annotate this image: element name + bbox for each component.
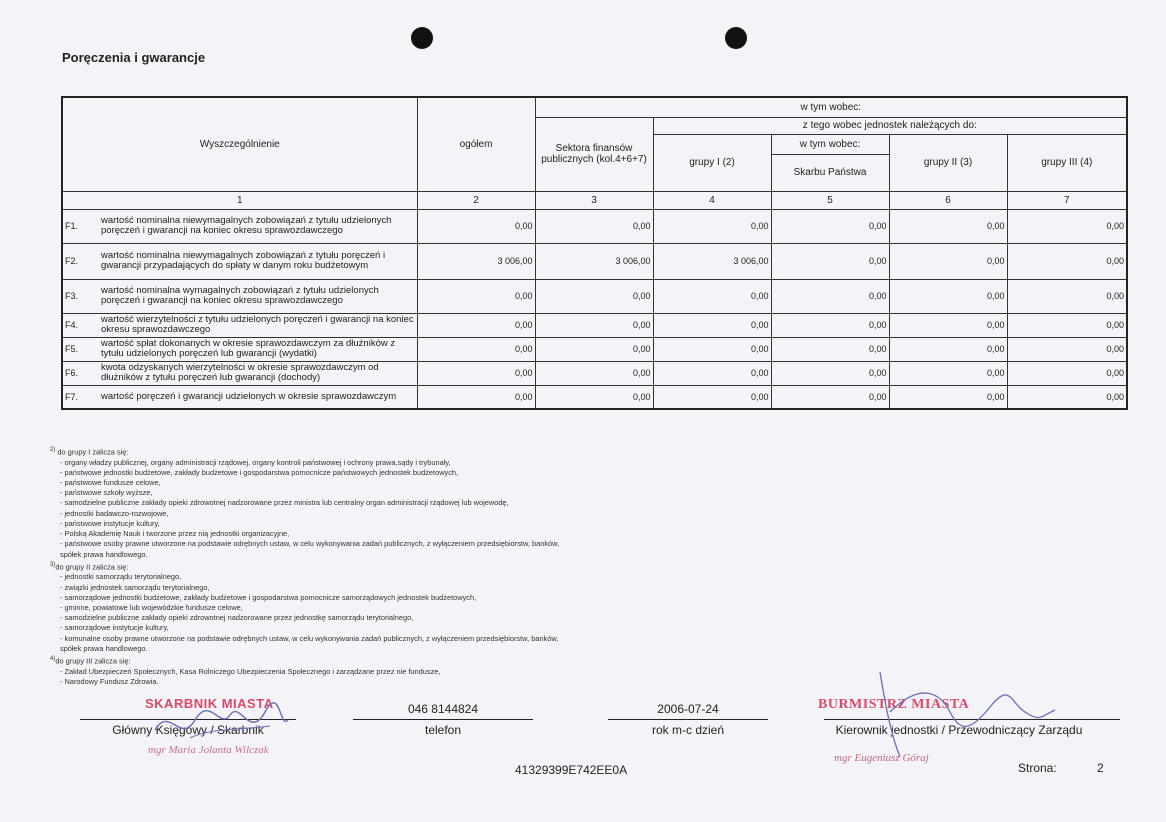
cell-value: 0,00 [653,279,771,313]
signature-mayor-icon [860,662,1060,762]
footnote-line: - jednostki badawczo-rozwojowe, [60,508,169,518]
cell-value: 0,00 [771,279,889,313]
header-state-treasury: Skarbu Państwa [771,154,889,191]
signature-treasurer-icon [150,700,290,748]
cell-value: 0,00 [1007,385,1127,409]
page-label: Strona: [1018,761,1057,775]
cell-value: 0,00 [417,209,535,243]
row-code: F5. [62,337,99,361]
row-code: F4. [62,313,99,337]
cell-value: 0,00 [771,337,889,361]
date-label: rok m-c dzień [651,723,725,737]
footnote-line: - samodzielne publiczne zakłady opieki zdrowotnej nadzorowane przez jednostkę samorządu terytorialnego, [60,613,414,623]
cell-value: 0,00 [417,313,535,337]
cell-value: 3 006,00 [417,243,535,279]
cell-value: 3 006,00 [535,243,653,279]
footnote-line: - państwowe szkoły wyższe, [60,488,153,498]
page-title: Poręczenia i gwarancje [62,50,206,65]
row-description: wartość wierzytelności z tytułu udzielonych poręczeń i gwarancji na koniec okresu sprawozdawczego [99,313,417,337]
footnote-group-2-heading: $^{3)}$do grupy II zalicza się: [50,561,129,572]
footnote-line: - samorządowe instytucje kultury, [60,623,169,633]
label-head: Kierownik jednostki / Przewodniczący Zarządu [835,723,1083,737]
row-code: F1. [62,209,99,243]
signature-line-date [608,719,768,720]
row-description: wartość nominalna wymagalnych zobowiązań z tytułu udzielonych poręczeń i gwarancji na koniec okresu sprawozdawczego [99,279,417,313]
column-number: 2 [417,191,535,209]
cell-value: 0,00 [1007,337,1127,361]
row-description: wartość nominalna niewymagalnych zobowiązań z tytułu udzielonych poręczeń i gwarancji na koniec okresu sprawozdawczego [99,209,417,243]
cell-value: 0,00 [417,337,535,361]
header-in-which: w tym wobec: [535,97,1127,117]
cell-value: 0,00 [417,279,535,313]
row-description: wartość poręczeń i gwarancji udzielonych w okresie sprawozdawczym [99,385,417,409]
cell-value: 0,00 [889,313,1007,337]
footnote-line: - samodzielne publiczne zakłady opieki zdrowotnej nadzorowane przez ministra lub centralny organ administracji rządowej lub wojewodę, [60,498,509,508]
punch-hole-right [725,27,747,49]
stamp-mayor: BURMISTRZ MIASTA [818,697,970,712]
cell-value: 0,00 [535,313,653,337]
table-row [62,313,1127,337]
header-group-1: grupy I (2) [653,134,771,191]
cell-value: 0,00 [653,313,771,337]
cell-value: 0,00 [535,209,653,243]
footnote-line: - państwowe instytucje kultury, [60,518,160,528]
cell-value: 0,00 [771,385,889,409]
cell-value: 0,00 [535,385,653,409]
row-code: F2. [62,243,99,279]
cell-value: 0,00 [417,385,535,409]
cell-value: 0,00 [771,209,889,243]
header-of-which-units: z tego wobec jednostek należących do: [653,117,1127,134]
footnote-group-1-heading: $^{2)}$ do grupy I zalicza się: [50,447,129,457]
footnote-line: - Zakład Ubezpieczeń Społecznych, Kasa Rolniczego Ubezpieczenia Społecznego i zarządzane przez nie fundusze, [60,666,441,676]
signature-line-phone [353,719,533,720]
footnote-line: - państwowe jednostki budżetowe, zakłady budżetowe i gospodarstwa pomocnicze państwowych jednostek budżetowych, [60,467,459,477]
row-code: F6. [62,361,99,385]
table-row [62,279,1127,313]
cell-value: 0,00 [1007,279,1127,313]
footnote-line: - państwowe osoby prawne utworzone na podstawie odrębnych ustaw, w celu wykonywania zadań publicznych, z wyłączeniem przedsiębiorstw, banków, [60,539,560,549]
column-number: 4 [653,191,771,209]
document-id: 41329399E742EE0A [515,763,628,777]
header-group-3: grupy III (4) [1007,134,1127,191]
cell-value: 0,00 [889,279,1007,313]
footnote-line: - Polską Akademię Nauk i tworzone przez nią jednostki organizacyjne, [60,529,290,539]
footnote-line: - państwowe fundusze celowe, [60,478,161,488]
footnote-line: - organy władzy publicznej, organy administracji rządowej, organy kontroli państwowej i ochrony prawa,sądy i trybunały, [60,457,451,467]
row-code: F7. [62,385,99,409]
cell-value: 0,00 [1007,313,1127,337]
guarantees-table [61,96,1128,410]
footnote-line: - Narodowy Fundusz Zdrowia. [60,676,159,686]
row-description: wartość spłat dokonanych w okresie sprawozdawczym za dłużników z tytułu udzielonych poręczeń lub gwarancji (wydatki) [99,337,417,361]
row-description: kwota odzyskanych wierzytelności w okresie sprawozdawczym od dłużników z tytułu poręczeń lub gwarancji (dochody) [99,361,417,385]
cell-value: 0,00 [417,361,535,385]
header-public-sector: Sektora finansów publicznych (kol.4+6+7) [535,117,653,191]
table-row [62,337,1127,361]
page-number: 2 [1097,761,1104,775]
header-specification: Wyszczególnienie [62,97,417,191]
cell-value: 0,00 [889,385,1007,409]
footnote-line: - samorządowe jednostki budżetowe, zakłady budżetowe i gospodarstwa pomocnicze samorządowych jednostek budżetowych, [60,592,477,602]
cell-value: 0,00 [1007,209,1127,243]
footnote-line: - gminne, powiatowe lub wojewódzkie fundusze celowe, [60,602,243,612]
cell-value: 0,00 [771,361,889,385]
cell-value: 0,00 [653,361,771,385]
cell-value: 0,00 [1007,361,1127,385]
cell-value: 0,00 [535,361,653,385]
cell-value: 0,00 [535,337,653,361]
phone-value: 046 8144824 [407,702,479,716]
cell-value: 0,00 [889,337,1007,361]
cell-value: 0,00 [889,361,1007,385]
footnote-line: - związki jednostek samorządu terytorialnego, [60,582,210,592]
column-number: 1 [62,191,417,209]
date-value: 2006-07-24 [657,702,719,716]
cell-value: 0,00 [1007,243,1127,279]
column-number: 5 [771,191,889,209]
name-mayor: mgr Eugeniusz Góraj [834,752,929,764]
table-row [62,361,1127,385]
footnote-group-3-heading: $^{4)}$do grupy III zalicza się: [50,656,131,666]
cell-value: 0,00 [889,209,1007,243]
name-treasurer: mgr Maria Jolanta Wilczak [148,744,269,756]
column-number: 7 [1007,191,1127,209]
header-in-which-sub: w tym wobec: [771,134,889,154]
table-row [62,385,1127,409]
footnote-line: - jednostki samorządu terytorialnego, [60,572,182,582]
cell-value: 0,00 [653,209,771,243]
footnote-line: spółek prawa handlowego. [60,549,148,559]
cell-value: 0,00 [653,337,771,361]
cell-value: 0,00 [889,243,1007,279]
phone-label: telefon [424,723,462,737]
stamp-treasurer: SKARBNIK MIASTA [145,696,274,711]
cell-value: 3 006,00 [653,243,771,279]
header-total: ogółem [417,97,535,191]
table-row [62,243,1127,279]
cell-value: 0,00 [771,243,889,279]
footnotes [50,445,670,687]
row-description: wartość nominalna niewymagalnych zobowiązań z tytułu poręczeń i gwarancji przypadających do spłaty w danym roku budżetowym [99,243,417,279]
header-group-2: grupy II (3) [889,134,1007,191]
column-number: 6 [889,191,1007,209]
cell-value: 0,00 [771,313,889,337]
footnote-line: - komunalne osoby prawne utworzone na podstawie odrębnych ustaw, w celu wykonywania zadań publicznych, z wyłączeniem przedsiębiorstw, banków, [60,633,559,643]
footnote-line: spółek prawa handlowego. [60,643,148,653]
column-number: 3 [535,191,653,209]
row-code: F3. [62,279,99,313]
table-row [62,209,1127,243]
punch-hole-left [411,27,433,49]
label-treasurer: Główny Księgowy / Skarbnik [112,723,264,737]
cell-value: 0,00 [535,279,653,313]
cell-value: 0,00 [653,385,771,409]
